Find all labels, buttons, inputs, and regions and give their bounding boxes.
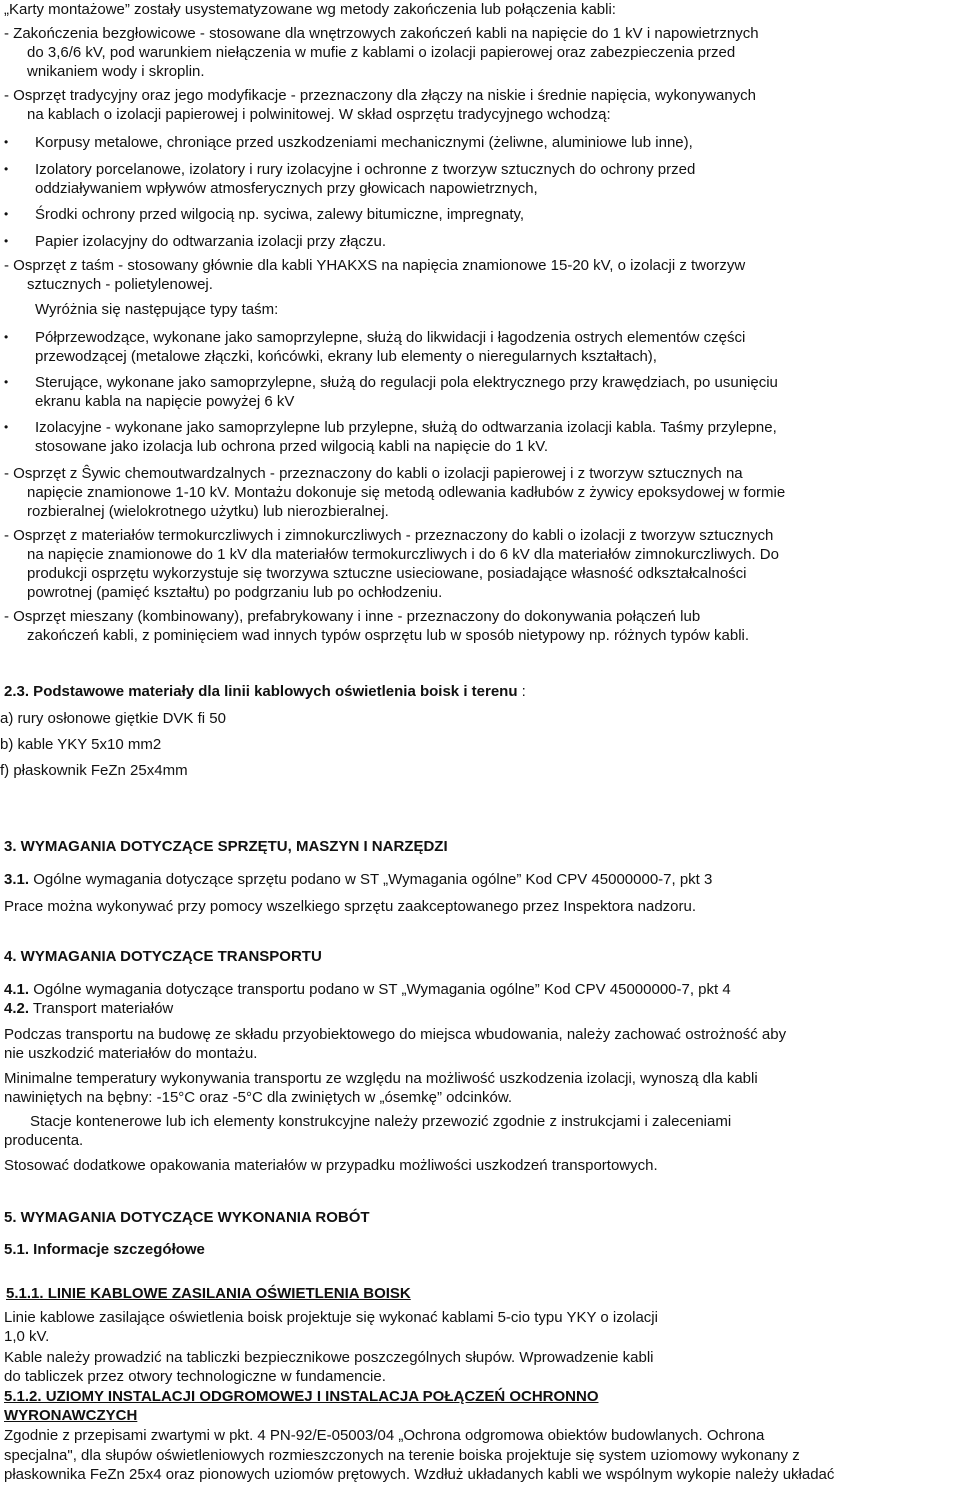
bullet-text: Izolacyjne - wykonane jako samoprzylepne lub przylepne, służą do odtwarzania izolacji kabla. Taśmy przylepne, — [35, 419, 777, 436]
text-line: specjalna", dla słupów oświetleniowych rozmieszczonych na terenie boiska projektuje się system uziomowy wykonany z — [4, 1447, 800, 1464]
bullet-text: Sterujące, wykonane jako samoprzylepne, służą do regulacji pola elektrycznego przy krawędziach, po usunięciu — [35, 374, 778, 391]
text-line: na kablach o izolacji papierowej i polwinitowej. W skład osprzętu tradycyjnego wchodzą: — [27, 106, 611, 123]
text-line: nie uszkodzić materiałów do montażu. — [4, 1045, 258, 1062]
bullet-icon: • — [4, 375, 9, 389]
text-line: Stacje kontenerowe lub ich elementy konstrukcyjne należy przewozić zgodnie z instrukcjami i zaleceniami — [30, 1113, 732, 1130]
text-line: producenta. — [4, 1132, 84, 1149]
bullet-text: Korpusy metalowe, chroniące przed uszkodzeniami mechanicznymi (żeliwne, aluminiowe lub inne), — [35, 134, 693, 151]
list-item: a) rury osłonowe giętkie DVK fi 50 — [0, 710, 226, 727]
list-item: f) płaskownik FeZn 25x4mm — [0, 762, 188, 779]
text-line: Prace można wykonywać przy pomocy wszelkiego sprzętu zaakceptowanego przez Inspektora nadzoru. — [4, 898, 697, 915]
subsection-heading: 5.1.1. LINIE KABLOWE ZASILANIA OŚWIETLENIA BOISK — [6, 1285, 411, 1302]
text-line: - Zakończenia bezgłowicowe - stosowane dla wnętrzowych zakończeń kabli na napięcie do 1 kV i napowietrznych — [4, 25, 759, 42]
text-line: Zgodnie z przepisami zwartymi w pkt. 4 PN-92/E-05003/04 „Ochrona odgromowa obiektów budowlanych. Ochrona — [4, 1427, 765, 1444]
text-line: zakończeń kabli, z pominięciem wad innych typów osprzętu lub w sposób nietypowy np. różnych typów kabli. — [27, 627, 750, 644]
subsection-heading: WYRONAWCZYCH — [4, 1407, 138, 1424]
text-line: - Osprzęt z taśm - stosowany głównie dla kabli YHAKXS na napięcia znamionowe 15-20 kV, o izolacji z tworzyw — [4, 257, 746, 274]
text-line: nawiniętych na bębny: -15°C oraz -5°C dla zwiniętych w „ósemkę” odcinków. — [4, 1089, 513, 1106]
text-line: - Osprzęt mieszany (kombinowany), prefabrykowany i inne - przeznaczony do dokonywania połączeń lub — [4, 608, 701, 625]
bullet-text: stosowane jako izolacja lub ochrona przed wilgocią kabli na napięcie do 1 kV. — [35, 438, 549, 455]
bullet-icon: • — [4, 330, 9, 344]
subsection-heading: 5.1.2. UZIOMY INSTALACJI ODGROMOWEJ I INSTALACJA POŁĄCZEŃ OCHRONNO — [4, 1388, 599, 1405]
bullet-icon: • — [4, 420, 9, 434]
bullet-text: przewodzącej (metalowe złączki, końcówki, ekrany lub elementy o nieregularnych kształtach), — [35, 348, 657, 365]
text-line: „Karty montażowe” zostały usystematyzowane wg metody zakończenia lub połączenia kabli: — [4, 1, 616, 18]
text-line: płaskownika FeZn 25x4 oraz pionowych uziomów prętowych. Wzdłuż układanych kabli we wspólnym wykopie należy układać — [4, 1466, 835, 1483]
text-line: - Osprzęt tradycyjny oraz jego modyfikacje - przeznaczony dla złączy na niskie i średnie napięcia, wykonywanych — [4, 87, 756, 104]
section-heading-colon: : — [517, 683, 526, 700]
text-line: do tabliczek przez otwory technologiczne w fundamencie. — [4, 1368, 386, 1385]
section-text: Transport materiałów — [29, 1000, 174, 1017]
text-line: rozbieralnej (wielokrotnego użytku) lub nierozbieralnej. — [27, 503, 389, 520]
section-number: 4.1. — [4, 981, 30, 998]
text-line: sztucznych - polietylenowej. — [27, 276, 213, 293]
section-heading: 5. WYMAGANIA DOTYCZĄCE WYKONANIA ROBÓT — [4, 1209, 370, 1226]
list-item: b) kable YKY 5x10 mm2 — [0, 736, 162, 753]
section-heading — [4, 682, 526, 701]
subsection-heading: 5.1. Informacje szczegółowe — [4, 1241, 205, 1258]
text-line: Linie kablowe zasilające oświetlenia boisk projektuje się wykonać kablami 5-cio typu YKY o izolacji — [4, 1309, 658, 1326]
bullet-icon: • — [4, 162, 9, 176]
text-line: napięcie znamionowe 1-10 kV. Montażu dokonuje się metodą odlewania kadłubów z żywicy epoksydowej w formie — [27, 484, 786, 501]
section-heading: 3. WYMAGANIA DOTYCZĄCE SPRZĘTU, MASZYN I NARZĘDZI — [4, 838, 448, 855]
text-line: - Osprzęt z materiałów termokurczliwych i zimnokurczliwych - przeznaczony do kabli o izolacji z tworzyw sztucznych — [4, 527, 774, 544]
text-line — [4, 999, 173, 1018]
bullet-text: Papier izolacyjny do odtwarzania izolacji przy złączu. — [35, 233, 386, 250]
text-line: produkcji osprzętu wykorzystuje się tworzywa sztuczne usieciowane, posiadające własność odkształcalności — [27, 565, 747, 582]
section-heading: 4. WYMAGANIA DOTYCZĄCE TRANSPORTU — [4, 948, 322, 965]
bullet-icon: • — [4, 207, 9, 221]
bullet-text: ekranu kabla na napięcie powyżej 6 kV — [35, 393, 295, 410]
section-text: Ogólne wymagania dotyczące transportu podano w ST „Wymagania ogólne” Kod CPV 45000000-7, pkt 4 — [29, 981, 731, 998]
text-line: Minimalne temperatury wykonywania transportu ze względu na możliwość uszkodzenia izolacji, wynoszą dla kabli — [4, 1070, 758, 1087]
section-text: Ogólne wymagania dotyczące sprzętu podano w ST „Wymagania ogólne” Kod CPV 45000000-7, pkt 3 — [29, 871, 713, 888]
text-line: wnikaniem wody i skroplin. — [27, 63, 205, 80]
text-line: 1,0 kV. — [4, 1328, 50, 1345]
text-line: Stosować dodatkowe opakowania materiałów w przypadku możliwości uszkodzeń transportowych. — [4, 1157, 658, 1174]
bullet-icon: • — [4, 234, 9, 248]
text-line: Wyróżnia się następujące typy taśm: — [35, 301, 279, 318]
bullet-text: Półprzewodzące, wykonane jako samoprzylepne, służą do likwidacji i łagodzenia ostrych elementów części — [35, 329, 746, 346]
text-line: powrotnej (pamięć kształtu) po podgrzaniu lub po ochłodzeniu. — [27, 584, 443, 601]
text-line: - Osprzęt z Ŝywic chemoutwardzalnych - przeznaczony do kabli o izolacji papierowej i z tworzyw sztucznych na — [4, 465, 743, 482]
bullet-text: Środki ochrony przed wilgocią np. syciwa, zalewy bitumiczne, impregnaty, — [35, 206, 525, 223]
section-number: 3.1. — [4, 871, 30, 888]
text-line: Kable należy prowadzić na tabliczki bezpiecznikowe poszczególnych słupów. Wprowadzenie kabli — [4, 1349, 654, 1366]
bullet-text: oddziaływaniem wpływów atmosferycznych przy głowicach napowietrznych, — [35, 180, 538, 197]
text-line: do 3,6/6 kV, pod warunkiem niełączenia w mufie z kablami o izolacji papierowej oraz zabezpieczenia przed — [27, 44, 736, 61]
section-number: 4.2. — [4, 1000, 30, 1017]
text-line — [4, 870, 712, 889]
text-line: Podczas transportu na budowę ze składu przyobiektowego do miejsca wbudowania, należy zachować ostrożność aby — [4, 1026, 787, 1043]
section-heading-text: 2.3. Podstawowe materiały dla linii kablowych oświetlenia boisk i terenu — [4, 683, 518, 700]
bullet-text: Izolatory porcelanowe, izolatory i rury izolacyjne i ochronne z tworzyw sztucznych do ochrony przed — [35, 161, 696, 178]
text-line — [4, 980, 731, 999]
bullet-icon: • — [4, 135, 9, 149]
text-line: na napięcie znamionowe do 1 kV dla materiałów termokurczliwych i do 6 kV dla materiałów zimnokurczliwych. Do — [27, 546, 779, 563]
